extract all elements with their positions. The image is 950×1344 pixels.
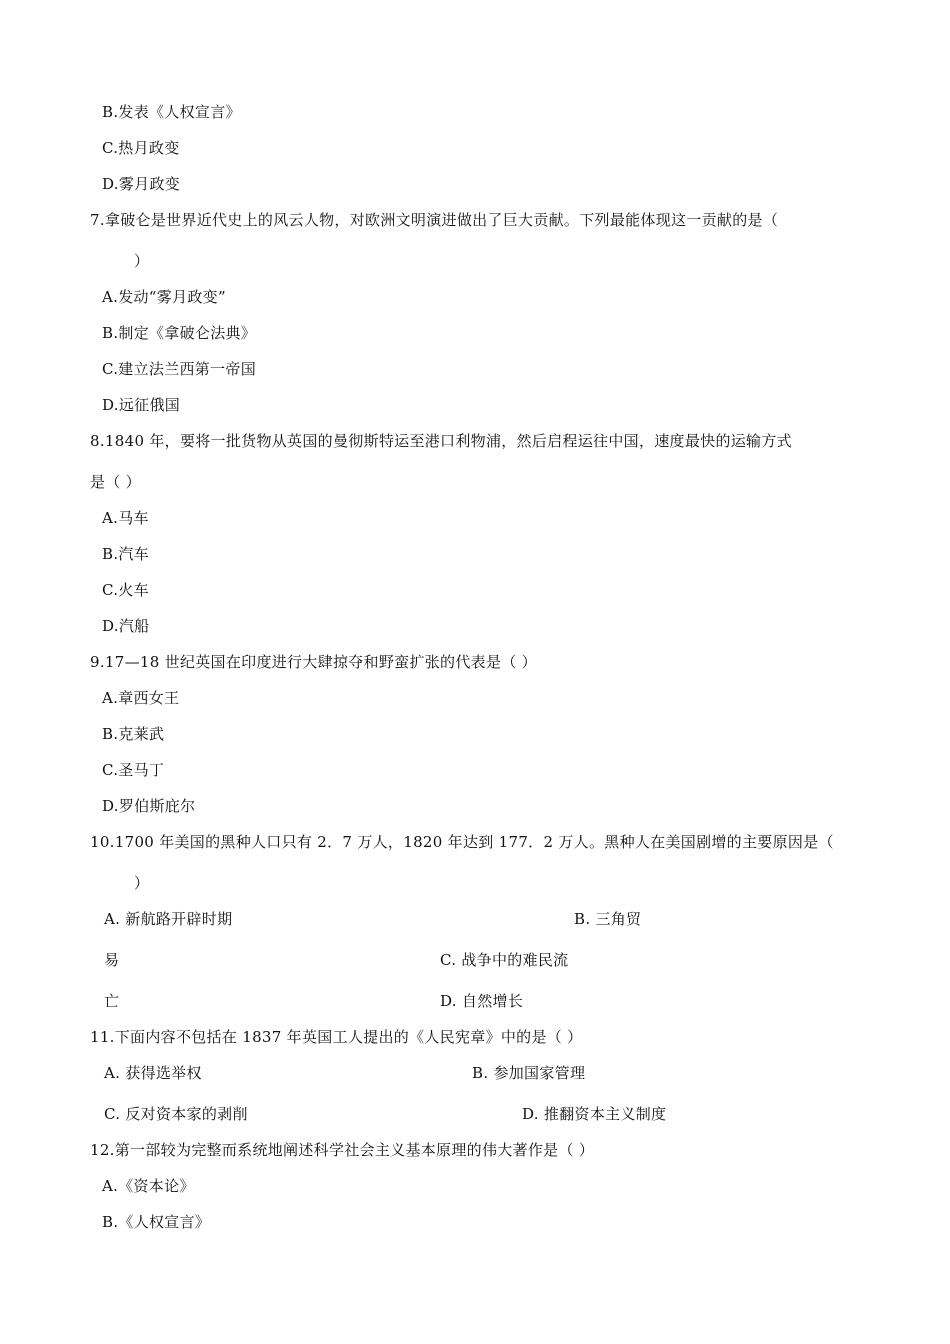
q8-stem-end: 是（ ） xyxy=(90,473,141,491)
q10-option-b-wrap: 易 xyxy=(104,951,120,969)
q11-option-c: C. 反对资本家的剥削 xyxy=(104,1105,248,1123)
q7-stem-end: ） xyxy=(134,252,150,270)
q9-option-c: C.圣马丁 xyxy=(102,761,165,779)
q9-option-d: D.罗伯斯庇尔 xyxy=(102,797,196,815)
q12-option-a: A.《资本论》 xyxy=(102,1177,195,1195)
q9-option-b: B.克莱武 xyxy=(102,725,165,743)
q8-option-c: C.火车 xyxy=(102,581,149,599)
q12-option-b: B.《人权宣言》 xyxy=(102,1213,211,1231)
q10-stem: 10.1700 年美国的黑种人口只有 2．7 万人，1820 年达到 177．2 万人。黑种人在美国剧增的主要原因是（ xyxy=(90,833,834,851)
q7-option-d: D.远征俄国 xyxy=(102,396,181,414)
q8-option-a: A.马车 xyxy=(102,509,149,527)
q6-option-c: C.热月政变 xyxy=(102,139,180,157)
q10-option-b: B. 三角贸 xyxy=(574,910,642,928)
q6-option-d: D.雾月政变 xyxy=(102,175,181,193)
q11-option-a: A. 获得选举权 xyxy=(104,1064,202,1082)
q11-stem: 11.下面内容不包括在 1837 年英国工人提出的《人民宪章》中的是（ ） xyxy=(90,1028,583,1046)
q10-option-c-wrap: 亡 xyxy=(104,992,120,1010)
q10-option-a: A. 新航路开辟时期 xyxy=(104,910,233,928)
q7-option-c: C.建立法兰西第一帝国 xyxy=(102,360,257,378)
q9-option-a: A.章西女王 xyxy=(102,689,180,707)
q8-option-b: B.汽车 xyxy=(102,545,149,563)
q9-stem: 9.17—18 世纪英国在印度进行大肆掠夺和野蛮扩张的代表是（ ） xyxy=(90,653,537,671)
q6-option-b: B.发表《人权宣言》 xyxy=(102,103,241,121)
q8-stem: 8.1840 年，要将一批货物从英国的曼彻斯特运至港口利物浦，然后启程运往中国，速度最快的运输方式 xyxy=(90,432,792,450)
q10-option-c: C. 战争中的难民流 xyxy=(440,951,569,969)
q7-stem: 7.拿破仑是世界近代史上的风云人物，对欧洲文明演进做出了巨大贡献。下列最能体现这一贡献的是（ xyxy=(90,211,779,229)
q7-option-a: A.发动“雾月政变” xyxy=(102,288,226,306)
q10-stem-end: ） xyxy=(134,874,150,892)
q11-option-b: B. 参加国家管理 xyxy=(472,1064,586,1082)
q11-option-d: D. 推翻资本主义制度 xyxy=(522,1105,667,1123)
q10-option-d: D. 自然增长 xyxy=(440,992,524,1010)
q12-stem: 12.第一部较为完整而系统地阐述科学社会主义基本原理的伟大著作是（ ） xyxy=(90,1141,595,1159)
q8-option-d: D.汽船 xyxy=(102,617,150,635)
q7-option-b: B.制定《拿破仑法典》 xyxy=(102,324,257,342)
